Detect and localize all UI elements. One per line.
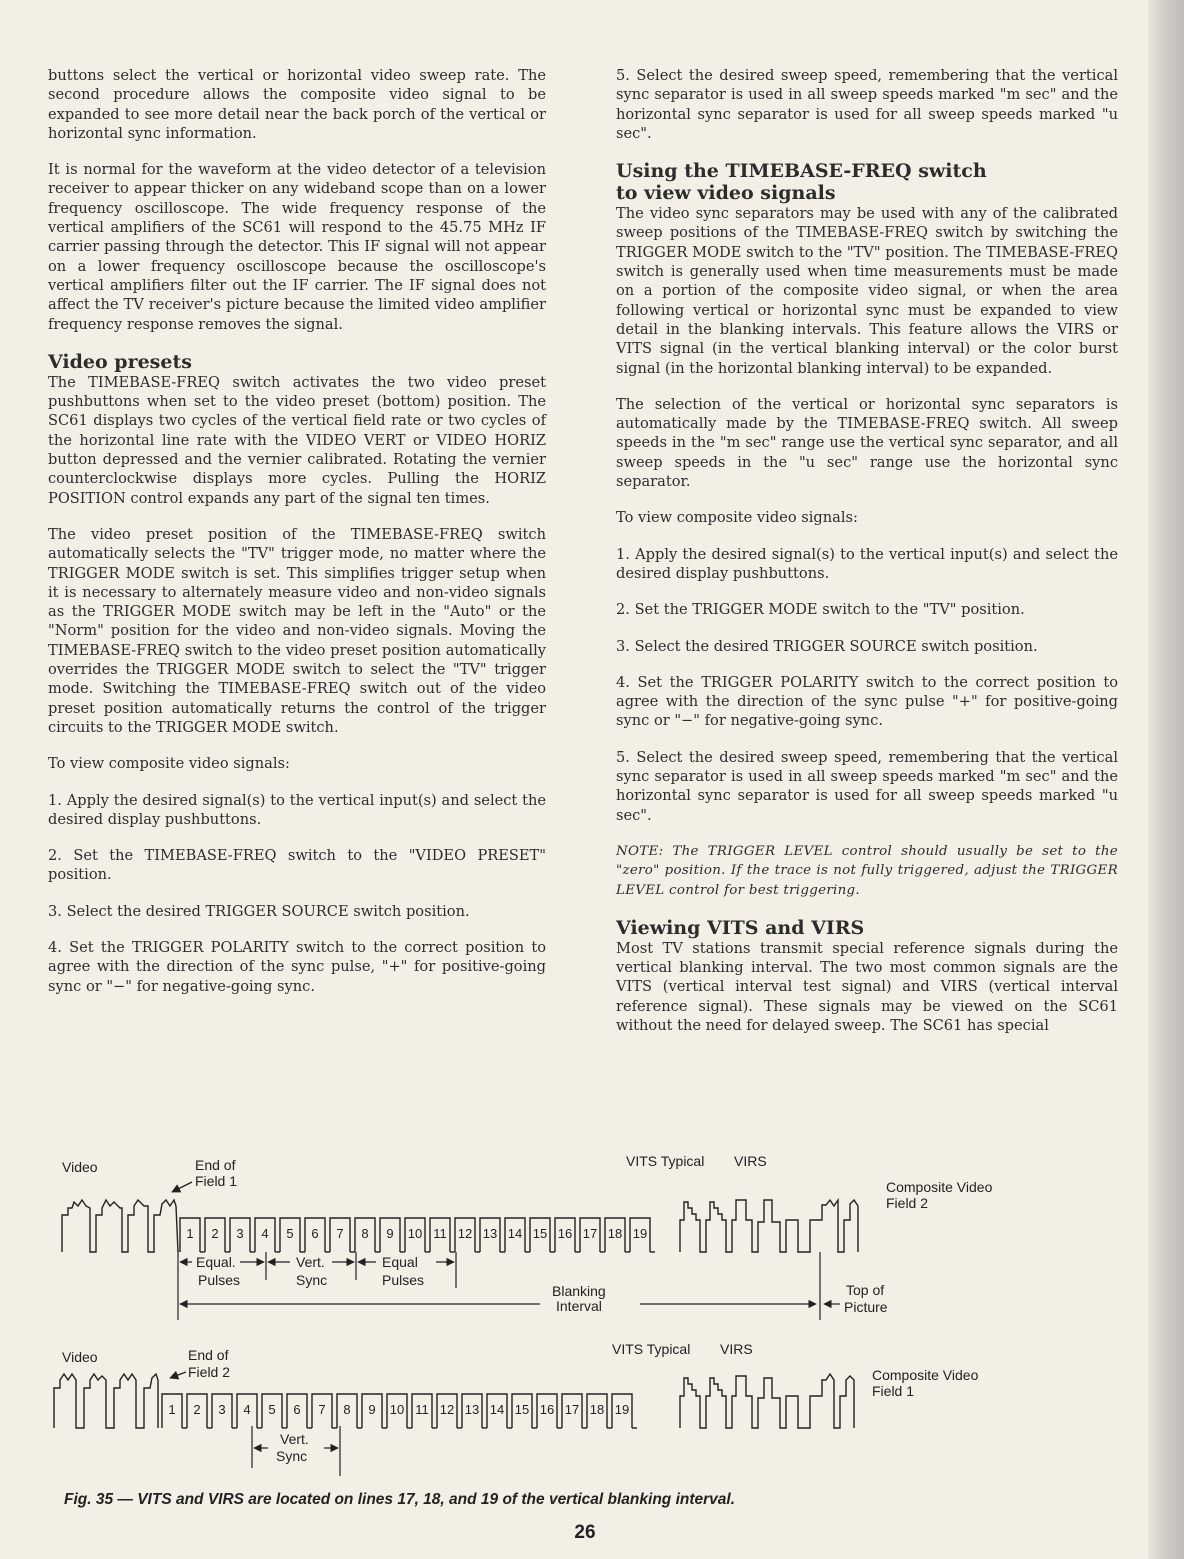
paragraph: The TIMEBASE-FREQ switch activates the two video preset pushbuttons when set to the video preset (bottom) position. The SC61 displays two cycles of the vertical field rate or two cycles of the horizontal line rate with the VIDEO VERT or VIDEO HORIZ button depressed and the vernier calibrated. Rotating the vernier counterclockwise displays more cycles. Pulling the HORIZ POSITION control expands any part of the signal ten times. — [48, 373, 546, 507]
end-of-field-label: Field 2 — [188, 1364, 231, 1380]
composite-video-label: Composite Video — [872, 1367, 979, 1383]
page-number: 26 — [574, 1522, 596, 1543]
line-number: 7 — [336, 1226, 344, 1241]
line-number: 11 — [415, 1402, 429, 1417]
figure-vits-virs-diagram — [40, 1140, 1110, 1490]
step-item: 4. Set the TRIGGER POLARITY switch to the correct position to agree with the direction of the sync pulse "+" for positive-going sync or "−" for negative-going sync. — [616, 673, 1118, 730]
right-column — [616, 66, 1118, 1035]
note: NOTE: The TRIGGER LEVEL control should usually be set to the "zero" position. If the trace is not fully triggered, adjust the TRIGGER LEVEL control for best triggering. — [616, 843, 1118, 898]
line-number: 19 — [614, 1402, 630, 1417]
line-number: 8 — [361, 1226, 369, 1241]
line-number: 10 — [407, 1226, 423, 1241]
line-number: 2 — [193, 1402, 201, 1417]
line-number: 13 — [482, 1226, 498, 1241]
vits-label: VITS Typical — [612, 1341, 691, 1357]
line-number: 3 — [236, 1226, 244, 1241]
line-number: 6 — [311, 1226, 319, 1241]
composite-video-label: Composite Video — [886, 1179, 993, 1195]
page-edge-shadow — [1148, 0, 1184, 1559]
line-number: 12 — [457, 1226, 473, 1241]
line-number: 10 — [389, 1402, 405, 1417]
blanking-interval-label: Interval — [556, 1298, 602, 1314]
line-number: 4 — [243, 1402, 251, 1417]
line-number: 9 — [368, 1402, 376, 1417]
paragraph: The video preset position of the TIMEBASE-FREQ switch automatically selects the "TV" trigger mode, no matter where the TRIGGER MODE switch is set. This simplifies trigger setup when it is necessary to alternately measure video and non-video signals as the TRIGGER MODE switch may be left in the "Auto" or the "Norm" position for the video and non-video signals. Moving the TIMEBASE-FREQ switch to the video preset position automatically overrides the TRIGGER MODE switch to select the "TV" trigger mode. Switching the TIMEBASE-FREQ switch out of the video preset position automatically returns the control of the trigger circuits to the TRIGGER MODE switch. — [48, 525, 546, 736]
line-number: 12 — [439, 1402, 455, 1417]
line-number: 18 — [589, 1402, 605, 1417]
figure-caption: Fig. 35 — VITS and VIRS are located on lines 17, 18, and 19 of the vertical blanking interval. — [64, 1491, 736, 1508]
paragraph: Most TV stations transmit special reference signals during the vertical blanking interval. The two most common signals are the VITS (vertical interval test signal) and VIRS (vertical interval reference signal). These signals may be viewed on the SC61 without the need for delayed sweep. The SC61 has special — [616, 939, 1118, 1034]
end-of-field-label: Field 1 — [195, 1173, 238, 1189]
step-item: 1. Apply the desired signal(s) to the vertical input(s) and select the desired display pushbuttons. — [616, 545, 1118, 582]
equal-pulses-label: Equal — [382, 1254, 418, 1270]
line-number: 8 — [343, 1402, 351, 1417]
line-number: 6 — [293, 1402, 301, 1417]
line-number: 2 — [211, 1226, 219, 1241]
vert-sync-label: Sync — [276, 1448, 308, 1464]
section-heading-vits-virs: Viewing VITS and VIRS — [616, 916, 865, 939]
end-of-field-label: End of — [188, 1347, 229, 1363]
end-of-field-label: End of — [195, 1157, 236, 1173]
line-number: 14 — [489, 1402, 505, 1417]
field2-waveform — [54, 1374, 854, 1428]
paragraph: It is normal for the waveform at the video detector of a television receiver to appear thicker on any wideband scope than on a lower frequency oscilloscope. The wide frequency response of the vertical amplifiers of the SC61 will respond to the 45.75 MHz IF carrier passing through the detector. This IF signal will not appear on a lower frequency oscilloscope because the oscilloscope's vertical amplifiers filter out the IF carrier. The IF signal does not affect the TV receiver's picture because the limited video amplifier frequency response removes the signal. — [48, 161, 546, 333]
video-label: Video — [62, 1349, 98, 1365]
line-number: 16 — [557, 1226, 573, 1241]
vert-sync-label: Vert. — [296, 1254, 325, 1270]
section-heading-video-presets: Video presets — [48, 350, 192, 373]
line-number: 9 — [386, 1226, 394, 1241]
paragraph: To view composite video signals: — [616, 509, 858, 527]
line-number: 16 — [539, 1402, 555, 1417]
line-number: 19 — [632, 1226, 648, 1241]
field1-line-numbers — [180, 1218, 655, 1252]
top-of-picture-label: Top of — [846, 1282, 885, 1298]
line-number: 13 — [464, 1402, 480, 1417]
vits-label: VITS Typical — [626, 1153, 705, 1169]
step-item: 2. Set the TIMEBASE-FREQ switch to the "VIDEO PRESET" position. — [48, 847, 546, 884]
paragraph: To view composite video signals: — [48, 755, 290, 773]
line-number: 17 — [564, 1402, 580, 1417]
line-number: 18 — [607, 1226, 623, 1241]
step-item: 5. Select the desired sweep speed, remembering that the vertical sync separator is used in all sweep speeds marked "m sec" and the horizontal sync separator is used for all sweep speeds marked "u sec". — [616, 748, 1118, 824]
line-number: 1 — [186, 1226, 194, 1241]
top-of-picture-label: Picture — [844, 1299, 888, 1315]
virs-label: VIRS — [734, 1153, 767, 1169]
line-number: 15 — [532, 1226, 548, 1241]
vert-sync-label: Sync — [296, 1272, 328, 1288]
equal-pulses-label: Pulses — [198, 1272, 241, 1288]
composite-video-label: Field 1 — [872, 1383, 915, 1399]
section-heading-timebase-line2: to view video signals — [616, 182, 836, 205]
line-number: 14 — [507, 1226, 523, 1241]
line-number: 11 — [433, 1226, 447, 1241]
line-number: 3 — [218, 1402, 226, 1417]
line-number: 17 — [582, 1226, 598, 1241]
line-number: 5 — [286, 1226, 294, 1241]
field2-line-numbers — [162, 1394, 637, 1428]
virs-label: VIRS — [720, 1341, 753, 1357]
equal-pulses-label: Pulses — [382, 1272, 425, 1288]
step-item: 1. Apply the desired signal(s) to the vertical input(s) and select the desired display pushbuttons. — [48, 791, 546, 828]
section-heading-timebase-line1: Using the TIMEBASE-FREQ switch — [616, 160, 987, 183]
blanking-interval-label: Blanking — [552, 1283, 606, 1299]
field1-interval-markers — [178, 1250, 840, 1320]
line-number: 15 — [514, 1402, 530, 1417]
vert-sync-label: Vert. — [280, 1431, 309, 1447]
waveform-diagram — [40, 1140, 1110, 1490]
video-label: Video — [62, 1159, 98, 1175]
step-item: 3. Select the desired TRIGGER SOURCE switch position. — [48, 902, 470, 920]
equal-pulses-label: Equal. — [196, 1254, 236, 1270]
step-item: 2. Set the TRIGGER MODE switch to the "TV" position. — [616, 601, 1025, 619]
step-item: 3. Select the desired TRIGGER SOURCE switch position. — [616, 637, 1038, 655]
step-item: 4. Set the TRIGGER POLARITY switch to the correct position to agree with the direction of the sync pulse, "+" for positive-going sync or "−" for negative-going sync. — [48, 938, 546, 995]
paragraph: The selection of the vertical or horizontal sync separators is automatically made by the TIMEBASE-FREQ switch. All sweep speeds in the "m sec" range use the vertical sync separator, and all sweep speeds in the "u sec" range use the horizontal sync separator. — [616, 395, 1118, 491]
line-number: 5 — [268, 1402, 276, 1417]
line-number: 4 — [261, 1226, 269, 1241]
composite-video-label: Field 2 — [886, 1195, 929, 1211]
step-item: 5. Select the desired sweep speed, remembering that the vertical sync separator is used in all sweep speeds marked "m sec" and the horizontal sync separator is used for all sweep speeds marked "u sec". — [616, 67, 1118, 142]
left-column — [48, 66, 546, 996]
paragraph: The video sync separators may be used with any of the calibrated sweep positions of the TIMEBASE-FREQ switch by switching the TRIGGER MODE switch to the "TV" position. The TIMEBASE-FREQ switch is generally used when time measurements must be made on a portion of the composite video signal, or when the area following vertical or horizontal sync must be expanded to view detail in the blanking intervals. This feature allows the VIRS or VITS signal (in the vertical blanking interval) or the color burst signal (in the horizontal blanking interval) to be expanded. — [616, 205, 1118, 377]
line-number: 1 — [168, 1402, 176, 1417]
line-number: 7 — [318, 1402, 326, 1417]
paragraph: buttons select the vertical or horizontal video sweep rate. The second procedure allows the composite video signal to be expanded to see more detail near the back porch of the vertical or horizontal sync information. — [48, 67, 546, 142]
